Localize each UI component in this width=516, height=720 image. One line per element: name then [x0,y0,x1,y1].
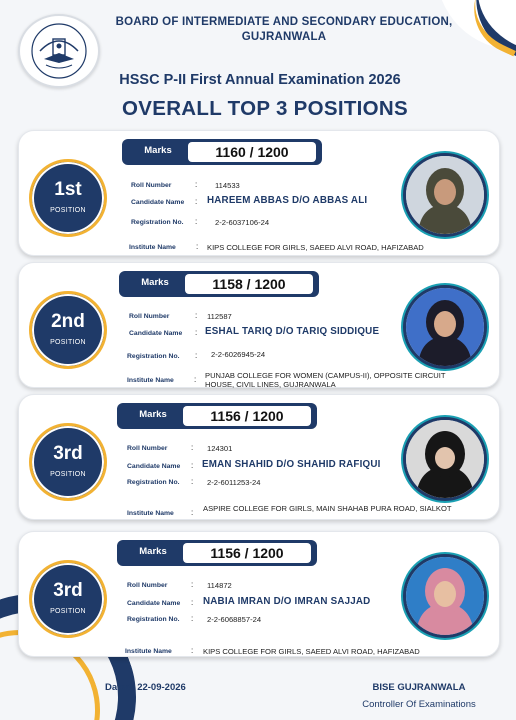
position-label: POSITION [50,207,86,214]
person-photo-icon [406,420,484,498]
registration-no-value: 2-2-6037106-24 [215,218,270,227]
roll-number-label: Roll Number [127,445,168,452]
candidate-name-value: NABIA IMRAN D/O IMRAN SAJJAD [203,596,371,607]
rank-text: 3rd [53,443,83,464]
colon: : [195,180,198,189]
candidate-photo [403,153,487,237]
institute-name-value: ASPIRE COLLEGE FOR GIRLS, MAIN SHAHAB PURA ROAD, SIALKOT [203,504,452,513]
colon: : [191,580,194,589]
registration-no-value: 2-2-6068857-24 [207,615,262,624]
marks-value: 1160 / 1200 [188,142,316,162]
rank-badge [29,423,107,501]
marks-label: Marks [144,145,172,156]
colon: : [195,351,198,360]
registration-no-label: Registration No. [131,219,184,226]
marks-label: Marks [139,409,167,420]
roll-number-label: Roll Number [129,313,170,320]
roll-number-value: 124301 [207,444,233,453]
rank-text: 2nd [51,311,85,332]
candidate-name-label: Candidate Name [129,330,183,337]
colon: : [191,598,194,607]
registration-no-value: 2-2-6011253-24 [207,478,261,487]
registration-no-label: Registration No. [127,616,180,623]
institute-name-value: KIPS COLLEGE FOR GIRLS, SAEED ALVI ROAD, HAFIZABAD [203,647,420,656]
person-photo-icon [406,156,484,234]
rank-text: 3rd [53,580,83,601]
colon: : [196,242,199,251]
exam-title: HSSC P-II First Annual Examination 2026 [119,72,401,88]
colon: : [191,477,194,486]
institute-name-label: Institute Name [125,648,172,655]
colon: : [195,328,198,337]
position-card [18,262,500,388]
colon: : [191,508,194,517]
position-card [18,531,500,657]
positions-title: OVERALL TOP 3 POSITIONS [122,97,408,120]
controller-of-examinations: Controller Of Examinations [362,699,476,710]
marks-value: 1156 / 1200 [183,543,311,563]
roll-number-value: 114533 [215,181,240,190]
position-label: POSITION [50,608,86,615]
institute-name-value: KIPS COLLEGE FOR GIRLS, SAEED ALVI ROAD, HAFIZABAD [207,243,424,252]
board-title-line1: BOARD OF INTERMEDIATE AND SECONDARY EDUCATION, [115,16,453,28]
board-title [104,15,464,45]
institute-name-value: PUNJAB COLLEGE FOR WOMEN (CAMPUS-II), OPPOSITE CIRCUIT HOUSE, CIVIL LINES, GUJRANWALA [205,371,446,389]
rank-badge [29,159,107,237]
candidate-name-value: ESHAL TARIQ D/O TARIQ SIDDIQUE [205,326,380,337]
logo-emblem [26,21,92,81]
roll-number-label: Roll Number [127,582,168,589]
position-label: POSITION [50,339,86,346]
colon: : [194,375,197,384]
marks-value: 1156 / 1200 [183,406,311,426]
marks-label: Marks [139,546,167,557]
roll-number-label: Roll Number [131,182,172,189]
colon: : [191,614,194,623]
registration-no-label: Registration No. [127,353,180,360]
candidate-name-label: Candidate Name [131,199,185,206]
colon: : [191,461,194,470]
board-title-line2: GUJRANWALA [241,31,327,43]
marks-bar [119,271,319,297]
marks-label: Marks [141,277,169,288]
marks-value: 1158 / 1200 [185,274,313,294]
colon: : [191,443,194,452]
rank-text: 1st [54,179,82,200]
dated-text: Dated: 22-09-2026 [105,682,186,693]
colon: : [191,646,194,655]
position-card [18,394,500,520]
person-photo-icon [406,557,484,635]
roll-number-value: 112587 [207,312,232,321]
candidate-name-label: Candidate Name [127,600,181,607]
person-photo-icon [406,288,484,366]
roll-number-value: 114872 [207,581,232,590]
rank-badge [29,560,107,638]
institute-name-label: Institute Name [127,510,174,517]
marks-bar [117,403,317,429]
colon: : [195,217,198,226]
marks-bar [117,540,317,566]
position-label: POSITION [50,471,86,478]
candidate-photo [403,417,487,501]
colon: : [195,311,198,320]
registration-no-value: 2-2-6026945-24 [211,350,266,359]
institute-name-label: Institute Name [127,377,174,384]
bise-gujranwala-logo-icon [18,14,100,88]
candidate-photo [403,554,487,638]
candidate-photo [403,285,487,369]
candidate-name-value: HAREEM ABBAS D/O ABBAS ALI [207,195,368,206]
position-card [18,130,500,256]
candidate-name-label: Candidate Name [127,463,181,470]
registration-no-label: Registration No. [127,479,180,486]
marks-bar [122,139,322,165]
rank-badge [29,291,107,369]
bise-signature-title: BISE GUJRANWALA [372,682,466,693]
institute-name-label: Institute Name [129,244,176,251]
candidate-name-value: EMAN SHAHID D/O SHAHID RAFIQUI [202,459,381,470]
colon: : [195,197,198,206]
